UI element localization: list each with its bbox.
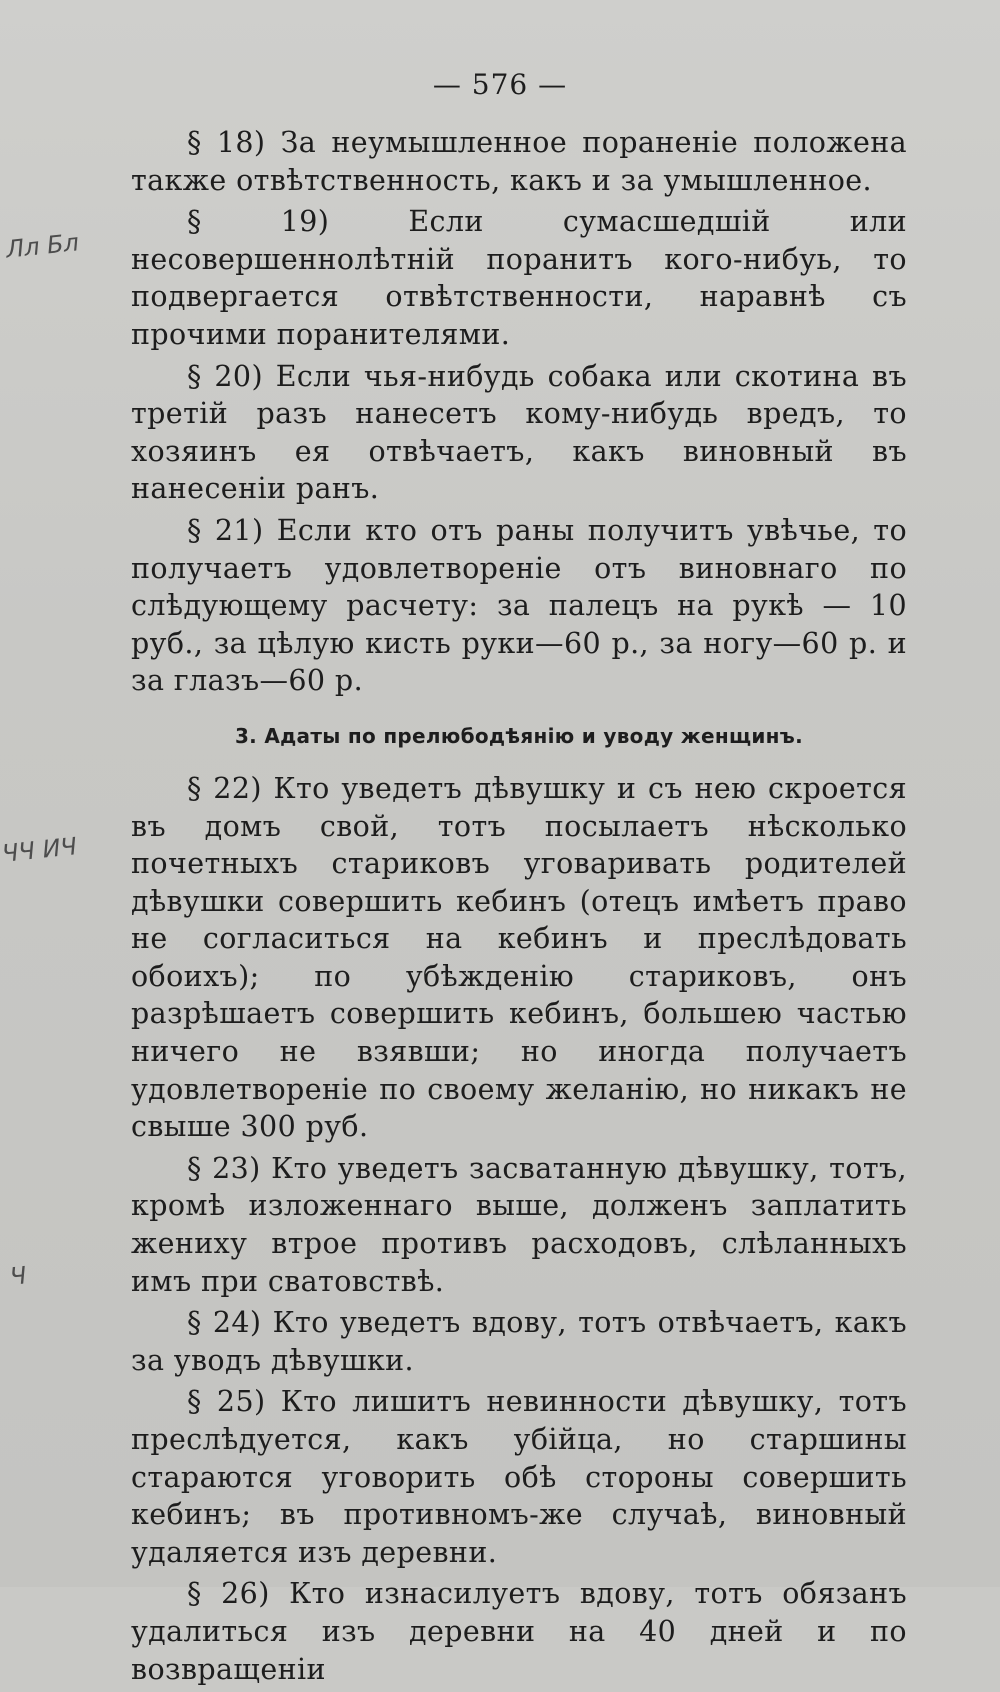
paragraph-19: § 19) Если сумасшедшій или несовершеннолѣтній поранитъ кого-нибуь, то подвергается отвѣтственности, наравнѣ съ прочими поранителями. [131,205,907,351]
body-text [131,124,907,1692]
margin-note: ЧЧ ИЧ [0,832,79,868]
paragraph-21: § 21) Если кто отъ раны получитъ увѣчье, то получаетъ удовлетвореніе отъ виновнаго по слѣдующему расчету: за палецъ на рукѣ — 10 руб., за цѣлую кисть руки—60 р., за ногу—60 р. и за глазъ—60 р. [131,513,907,698]
paragraph-26: § 26) Кто изнасилуетъ вдову, тотъ обязанъ удалиться изъ деревни на 40 дней и по возвращеніи [131,1577,907,1686]
paragraph-20: § 20) Если чья-нибудь собака или скотина въ третій разъ нанесетъ кому-нибудь вредъ, то хозяинъ ея отвѣчаетъ, какъ виновный въ нанесеніи ранъ. [131,359,907,506]
paragraph-25: § 25) Кто лишитъ невинности дѣвушку, тотъ преслѣдуется, какъ убійца, но старшины стараются уговорить обѣ стороны совершить кебинъ; въ противномъ-же случаѣ, виновный удаляется изъ деревни. [131,1385,907,1569]
section-heading: 3. Адаты по прелюбодѣянію и уводу женщинъ. [234,723,804,748]
paragraph-24: § 24) Кто уведетъ вдову, тотъ отвѣчаетъ, какъ за уводъ дѣвушки. [131,1306,907,1377]
paragraph-18: § 18) За неумышленное пораненіе положена также отвѣтственность, какъ и за умышленное. [131,126,907,197]
paragraph-22: § 22) Кто уведетъ дѣвушку и съ нею скроется въ домъ свой, тотъ посылаетъ нѣсколько почетныхъ стариковъ уговаривать родителей дѣвушки совершить кебинъ (отецъ имѣетъ право не согласиться на кебинъ и преслѣдовать обоихъ); по убѣжденію стариковъ, онъ разрѣшаетъ совершить кебинъ, большею частью ничего не взявши; но иногда получаетъ удовлетвореніе по своему желанію, но никакъ не свыше 300 руб. [131,771,907,1144]
margin-note: Ч [8,1261,28,1291]
margin-note: Лл Бл [4,228,81,264]
page-number: — 576 — [432,68,568,101]
paragraph-23: § 23) Кто уведетъ засватанную дѣвушку, тотъ, кромѣ изложеннаго выше, долженъ заплатить жениху втрое противъ расходовъ, слѣланныхъ имъ при сватовствѣ. [131,1151,907,1298]
